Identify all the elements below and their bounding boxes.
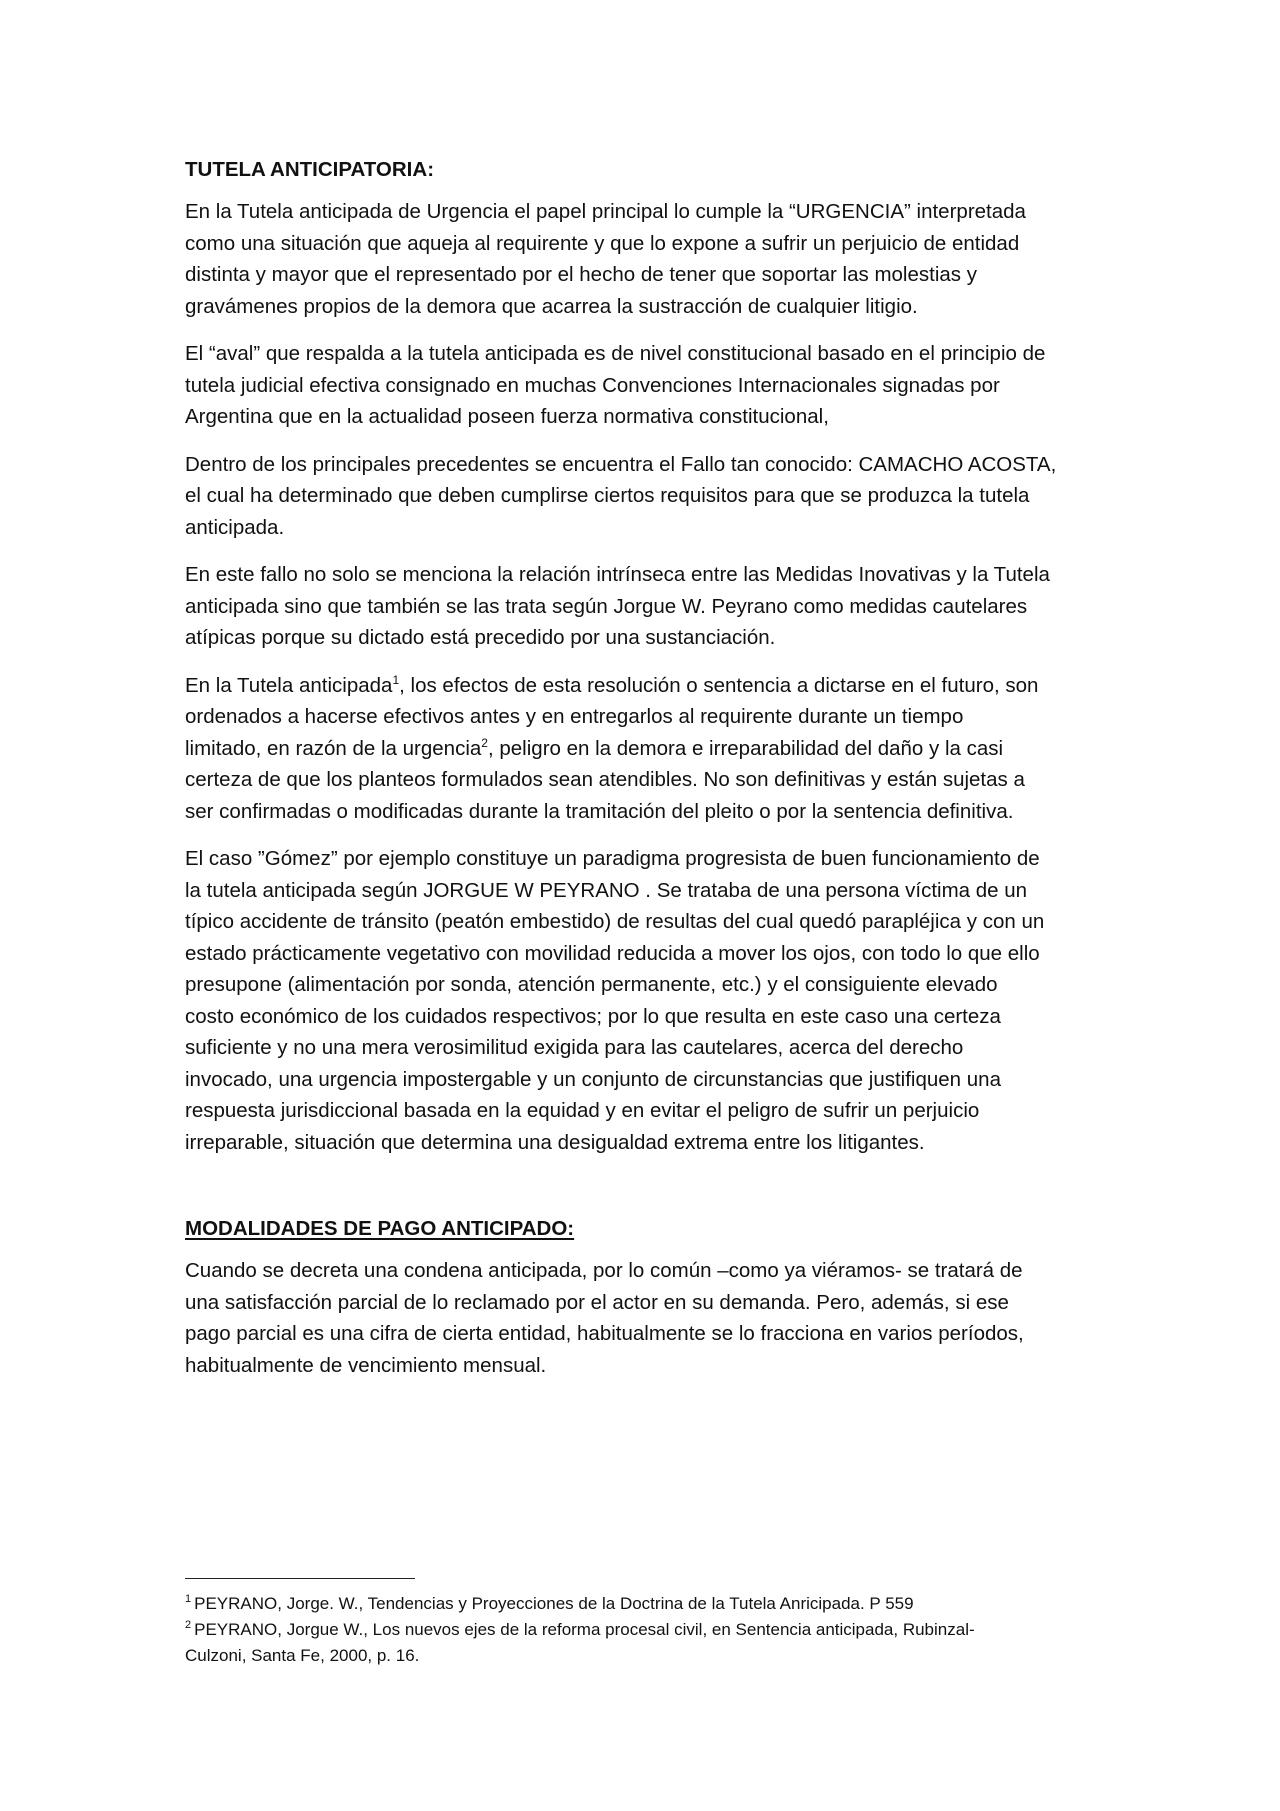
paragraph-line: [185, 670, 1105, 702]
paragraph-line: estado prácticamente vegetativo con movilidad reducida a mover los ojos, con todo lo que ello: [185, 941, 1040, 965]
spacer: [185, 1174, 1105, 1213]
footnote-ref-1[interactable]: 1: [392, 672, 400, 687]
paragraph-line: el cual ha determinado que deben cumplirse ciertos requisitos para que se produzca la tutela: [185, 484, 1030, 507]
section-heading-tutela-anticipatoria: [185, 154, 1105, 185]
text-run: , los efectos de esta resolución o sentencia a dictarse en el futuro, son: [399, 673, 1039, 697]
paragraph-line: atípicas porque su dictado está precedido por una sustanciación.: [185, 626, 776, 649]
heading-text: TUTELA ANTICIPATORIA: [185, 158, 428, 181]
paragraph-precedentes: [185, 449, 1105, 544]
footnote-text: PEYRANO, Jorge. W., Tendencias y Proyecciones de la Doctrina de la Tutela Anricipada. P 559: [194, 1594, 914, 1613]
paragraph-line: anticipada sino que también se las trata según Jorgue W. Peyrano como medidas cautelares: [185, 594, 1028, 618]
paragraph-line: ser confirmadas o modificadas durante la tramitación del pleito o por la sentencia definitiva.: [185, 799, 1014, 823]
text-run: , peligro en la demora e irreparabilidad del daño y la casi: [487, 736, 1004, 760]
paragraph-line: [185, 733, 1105, 765]
footnote-number: 1: [185, 1593, 192, 1606]
paragraph-line: irreparable, situación que determina una desigualdad extrema entre los litigantes.: [185, 1130, 925, 1154]
paragraph-efectos: [185, 670, 1105, 828]
paragraph-line: tutela judicial efectiva consignado en muchas Convenciones Internacionales signadas por: [185, 373, 1000, 397]
paragraph-line: la tutela anticipada según JORGUE W PEYRANO . Se trataba de una persona víctima de un: [185, 878, 1028, 902]
footnote-1: [185, 1591, 1105, 1617]
footnotes-section: [185, 1578, 1105, 1669]
paragraph-condena-anticipada: [185, 1255, 1105, 1381]
paragraph-line: certeza de que los planteos formulados sean atendibles. No son definitivas y están sujetas a: [185, 768, 1025, 791]
footnote-ref-2[interactable]: 2: [481, 735, 488, 750]
paragraph-line: En la Tutela anticipada de Urgencia el papel principal lo cumple la “URGENCIA” interpretada: [185, 200, 1026, 223]
text-run: limitado, en razón de la urgencia: [185, 736, 482, 760]
text-run: En la Tutela anticipada: [185, 673, 393, 697]
document-page: [185, 154, 1105, 1397]
footnote-line: [185, 1591, 1105, 1617]
paragraph-line: costo económico de los cuidados respectivos; por lo que resulta en este caso una certeza: [185, 1004, 1001, 1028]
heading-text: MODALIDADES DE PAGO ANTICIPADO:: [185, 1217, 575, 1240]
paragraph-line: típico accidente de tránsito (peatón embestido) de resultas del cual quedó parapléjica y con un: [185, 910, 1045, 933]
paragraph-line: respuesta jurisdiccional basada en la equidad y en evitar el peligro de sufrir un perjuicio: [185, 1099, 980, 1122]
paragraph-line: suficiente y no una mera verosimilitud exigida para las cautelares, acerca del derecho: [185, 1036, 964, 1059]
footnote-text: PEYRANO, Jorgue W., Los nuevos ejes de la reforma procesal civil, en Sentencia anticipada, Rubinzal-: [194, 1620, 975, 1639]
paragraph-line: ordenados a hacerse efectivos antes y en entregarlos al requirente durante un tiempo: [185, 705, 964, 728]
paragraph-urgencia: [185, 196, 1105, 322]
paragraph-line: invocado, una urgencia impostergable y un conjunto de circunstancias que justifiquen una: [185, 1067, 1001, 1091]
paragraph-line: gravámenes propios de la demora que acarrea la sustracción de cualquier litigio.: [185, 294, 918, 318]
paragraph-line: pago parcial es una cifra de cierta entidad, habitualmente se lo fracciona en varios períodos,: [185, 1322, 1024, 1345]
paragraph-line: distinta y mayor que el representado por el hecho de tener que soportar las molestias y: [185, 263, 977, 286]
section-heading-modalidades: [185, 1213, 1105, 1244]
paragraph-line: El “aval” que respalda a la tutela anticipada es de nivel constitucional basado en el principio de: [185, 342, 1046, 365]
paragraph-medidas-inovativas: [185, 559, 1105, 654]
paragraph-aval: [185, 338, 1105, 433]
footnote-2: [185, 1617, 1105, 1669]
paragraph-caso-gomez: [185, 843, 1105, 1158]
heading-suffix: :: [427, 158, 435, 181]
paragraph-line: anticipada.: [185, 515, 285, 539]
paragraph-line: presupone (alimentación por sonda, atención permanente, etc.) y el consiguiente elevado: [185, 973, 998, 996]
paragraph-line: El caso ”Gómez” por ejemplo constituye un paradigma progresista de buen funcionamiento de: [185, 847, 1040, 870]
footnote-line: [185, 1617, 1105, 1643]
paragraph-line: como una situación que aqueja al requirente y que lo expone a sufrir un perjuicio de entidad: [185, 231, 1020, 255]
paragraph-line: En este fallo no solo se menciona la relación intrínseca entre las Medidas Inovativas y la Tutela: [185, 563, 1050, 586]
paragraph-line: Argentina que en la actualidad poseen fuerza normativa constitucional,: [185, 405, 829, 428]
footnote-separator: [185, 1578, 415, 1579]
paragraph-line: habitualmente de vencimiento mensual.: [185, 1353, 547, 1377]
paragraph-line: Dentro de los principales precedentes se encuentra el Fallo tan conocido: CAMACHO ACOSTA,: [185, 452, 1057, 476]
paragraph-line: Cuando se decreta una condena anticipada, por lo común –como ya viéramos- se tratará de: [185, 1259, 1023, 1282]
footnote-number: 2: [185, 1619, 192, 1632]
paragraph-line: una satisfacción parcial de lo reclamado por el actor en su demanda. Pero, además, si ese: [185, 1290, 1009, 1314]
footnote-line: Culzoni, Santa Fe, 2000, p. 16.: [185, 1646, 420, 1665]
